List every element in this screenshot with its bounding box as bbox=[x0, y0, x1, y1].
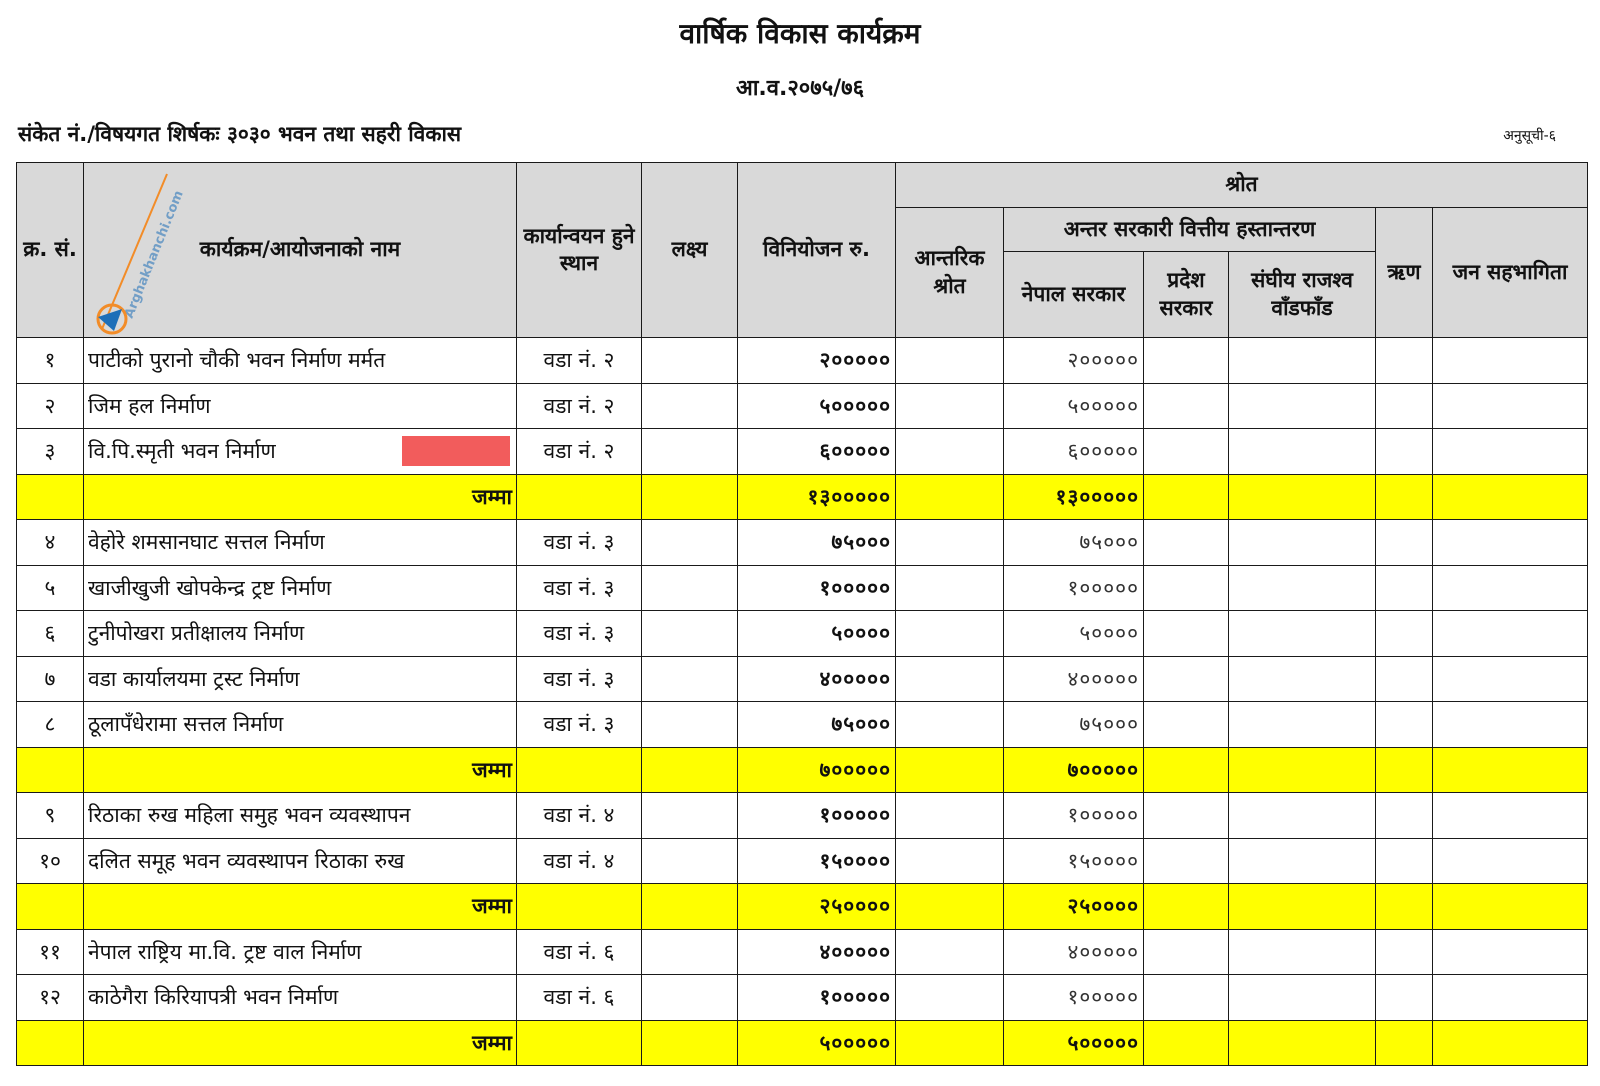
cell-public bbox=[1433, 520, 1588, 566]
cell-location: वडा नं. ६ bbox=[517, 929, 642, 975]
cell-budget: ४००००० bbox=[738, 656, 896, 702]
program-name: काठेगैरा किरियापत्री भवन निर्माण bbox=[88, 985, 339, 1010]
cell-name bbox=[84, 929, 517, 975]
cell-province bbox=[1144, 565, 1229, 611]
program-name: रिठाका रुख महिला समुह भवन व्यवस्थापन bbox=[88, 803, 411, 828]
watermark-logo-icon bbox=[92, 169, 187, 339]
total-row bbox=[17, 474, 1588, 520]
cell-federal bbox=[1229, 656, 1376, 702]
cell-budget: १३००००० bbox=[738, 474, 896, 520]
cell-budget: ७५००० bbox=[738, 520, 896, 566]
code-heading: संकेत नं./विषयगत शिर्षकः ३०३० भवन तथा सहरी विकास bbox=[18, 122, 462, 146]
program-table bbox=[16, 162, 1588, 1066]
cell-province bbox=[1144, 520, 1229, 566]
col-nepal-gov: नेपाल सरकार bbox=[1004, 252, 1144, 338]
cell-province bbox=[1144, 702, 1229, 748]
table-body bbox=[17, 338, 1588, 1066]
cell-province bbox=[1144, 793, 1229, 839]
cell-loan bbox=[1376, 702, 1433, 748]
cell-budget: ५०००० bbox=[738, 611, 896, 657]
cell-public bbox=[1433, 474, 1588, 520]
cell-target bbox=[642, 656, 738, 702]
cell-sn: ८ bbox=[17, 702, 84, 748]
cell-province bbox=[1144, 474, 1229, 520]
cell-sn: ४ bbox=[17, 520, 84, 566]
cell-province bbox=[1144, 338, 1229, 384]
cell-federal bbox=[1229, 565, 1376, 611]
cell-internal bbox=[896, 474, 1004, 520]
table-row bbox=[17, 520, 1588, 566]
cell-budget: ७००००० bbox=[738, 747, 896, 793]
cell-location bbox=[517, 747, 642, 793]
cell-nepal-gov: २५०००० bbox=[1004, 884, 1144, 930]
fiscal-year: आ.व.२०७५/७६ bbox=[735, 76, 865, 101]
cell-budget: १००००० bbox=[738, 565, 896, 611]
cell-target bbox=[642, 975, 738, 1021]
cell-target bbox=[642, 1020, 738, 1066]
table-row bbox=[17, 793, 1588, 839]
cell-federal bbox=[1229, 429, 1376, 475]
cell-sn bbox=[17, 1020, 84, 1066]
cell-province bbox=[1144, 929, 1229, 975]
cell-loan bbox=[1376, 338, 1433, 384]
cell-public bbox=[1433, 611, 1588, 657]
cell-location: वडा नं. ४ bbox=[517, 838, 642, 884]
cell-federal bbox=[1229, 611, 1376, 657]
annex-label: अनुसूची-६ bbox=[1503, 128, 1556, 144]
cell-location: वडा नं. २ bbox=[517, 338, 642, 384]
cell-nepal-gov: ४००००० bbox=[1004, 656, 1144, 702]
cell-location bbox=[517, 474, 642, 520]
cell-sn: २ bbox=[17, 383, 84, 429]
cell-public bbox=[1433, 656, 1588, 702]
cell-budget: १००००० bbox=[738, 793, 896, 839]
cell-sn: ७ bbox=[17, 656, 84, 702]
table-row bbox=[17, 383, 1588, 429]
cell-target bbox=[642, 747, 738, 793]
program-name: वेहोरे शमसानघाट सत्तल निर्माण bbox=[88, 530, 325, 555]
cell-location: वडा नं. ३ bbox=[517, 520, 642, 566]
cell-federal bbox=[1229, 884, 1376, 930]
cell-name bbox=[84, 838, 517, 884]
cell-sn: १० bbox=[17, 838, 84, 884]
cell-loan bbox=[1376, 611, 1433, 657]
program-name: ठूलापँधेरामा सत्तल निर्माण bbox=[88, 712, 284, 737]
cell-loan bbox=[1376, 565, 1433, 611]
cell-internal bbox=[896, 520, 1004, 566]
cell-province bbox=[1144, 838, 1229, 884]
cell-nepal-gov: ६००००० bbox=[1004, 429, 1144, 475]
cell-target bbox=[642, 338, 738, 384]
table-row bbox=[17, 429, 1588, 475]
cell-location: वडा नं. ४ bbox=[517, 793, 642, 839]
cell-federal bbox=[1229, 338, 1376, 384]
cell-province bbox=[1144, 884, 1229, 930]
cell-target bbox=[642, 838, 738, 884]
cell-internal bbox=[896, 838, 1004, 884]
cell-public bbox=[1433, 1020, 1588, 1066]
cell-federal bbox=[1229, 838, 1376, 884]
table-row bbox=[17, 565, 1588, 611]
cell-budget: ६००००० bbox=[738, 429, 896, 475]
cell-loan bbox=[1376, 793, 1433, 839]
cell-nepal-gov: ५००००० bbox=[1004, 383, 1144, 429]
cell-province bbox=[1144, 429, 1229, 475]
cell-name bbox=[84, 565, 517, 611]
cell-province bbox=[1144, 747, 1229, 793]
cell-target bbox=[642, 520, 738, 566]
cell-name bbox=[84, 793, 517, 839]
cell-name bbox=[84, 611, 517, 657]
cell-target bbox=[642, 702, 738, 748]
cell-loan bbox=[1376, 1020, 1433, 1066]
table-row bbox=[17, 656, 1588, 702]
cell-nepal-gov: १५०००० bbox=[1004, 838, 1144, 884]
cell-budget: १५०००० bbox=[738, 838, 896, 884]
cell-budget: २५०००० bbox=[738, 884, 896, 930]
cell-budget: ७५००० bbox=[738, 702, 896, 748]
cell-federal bbox=[1229, 975, 1376, 1021]
cell-target bbox=[642, 429, 738, 475]
cell-nepal-gov: ७००००० bbox=[1004, 747, 1144, 793]
cell-internal bbox=[896, 1020, 1004, 1066]
cell-location: वडा नं. ६ bbox=[517, 975, 642, 1021]
cell-public bbox=[1433, 702, 1588, 748]
col-budget: विनियोजन रु. bbox=[738, 163, 896, 338]
cell-sn: १२ bbox=[17, 975, 84, 1021]
program-name: नेपाल राष्ट्रिय मा.वि. ट्रष्ट वाल निर्माण bbox=[88, 939, 362, 964]
program-name: टुनीपोखरा प्रतीक्षालय निर्माण bbox=[88, 621, 305, 646]
cell-target bbox=[642, 383, 738, 429]
cell-location: वडा नं. ३ bbox=[517, 611, 642, 657]
cell-internal bbox=[896, 747, 1004, 793]
col-source: श्रोत bbox=[896, 163, 1588, 208]
total-label: जम्मा bbox=[84, 884, 517, 930]
cell-nepal-gov: ५०००० bbox=[1004, 611, 1144, 657]
cell-nepal-gov: १००००० bbox=[1004, 793, 1144, 839]
cell-sn bbox=[17, 474, 84, 520]
cell-federal bbox=[1229, 1020, 1376, 1066]
cell-internal bbox=[896, 793, 1004, 839]
cell-target bbox=[642, 793, 738, 839]
table-row bbox=[17, 611, 1588, 657]
cell-internal bbox=[896, 656, 1004, 702]
cell-province bbox=[1144, 1020, 1229, 1066]
cell-name bbox=[84, 520, 517, 566]
program-name: खाजीखुजी खोपकेन्द्र ट्रष्ट निर्माण bbox=[88, 575, 332, 600]
cell-internal bbox=[896, 975, 1004, 1021]
cell-province bbox=[1144, 383, 1229, 429]
cell-sn: ९ bbox=[17, 793, 84, 839]
cell-budget: ५००००० bbox=[738, 383, 896, 429]
col-federal-revenue: संघीय राजश्व वाँडफाँड bbox=[1229, 252, 1376, 338]
col-public: जन सहभागिता bbox=[1433, 208, 1588, 338]
cell-loan bbox=[1376, 474, 1433, 520]
cell-public bbox=[1433, 383, 1588, 429]
cell-sn bbox=[17, 747, 84, 793]
cell-internal bbox=[896, 702, 1004, 748]
cell-federal bbox=[1229, 793, 1376, 839]
total-row bbox=[17, 1020, 1588, 1066]
cell-loan bbox=[1376, 975, 1433, 1021]
cell-budget: १००००० bbox=[738, 975, 896, 1021]
total-label: जम्मा bbox=[84, 1020, 517, 1066]
cell-budget: ५००००० bbox=[738, 1020, 896, 1066]
program-name: दलित समूह भवन व्यवस्थापन रिठाका रुख bbox=[88, 848, 405, 873]
cell-target bbox=[642, 474, 738, 520]
table-row bbox=[17, 338, 1588, 384]
cell-federal bbox=[1229, 747, 1376, 793]
cell-federal bbox=[1229, 383, 1376, 429]
cell-nepal-gov: ४००००० bbox=[1004, 929, 1144, 975]
col-location: कार्यान्वयन हुने स्थान bbox=[517, 163, 642, 338]
table-row bbox=[17, 838, 1588, 884]
cell-loan bbox=[1376, 884, 1433, 930]
cell-public bbox=[1433, 975, 1588, 1021]
total-label: जम्मा bbox=[84, 747, 517, 793]
cell-internal bbox=[896, 929, 1004, 975]
cell-province bbox=[1144, 611, 1229, 657]
watermark-text: Arghakhanchi.com bbox=[121, 188, 187, 321]
cell-target bbox=[642, 884, 738, 930]
table-row bbox=[17, 975, 1588, 1021]
cell-name bbox=[84, 429, 517, 475]
col-intergov: अन्तर सरकारी वित्तीय हस्तान्तरण bbox=[1004, 208, 1376, 252]
col-name bbox=[84, 163, 517, 338]
total-row bbox=[17, 884, 1588, 930]
cell-loan bbox=[1376, 429, 1433, 475]
cell-nepal-gov: ७५००० bbox=[1004, 702, 1144, 748]
cell-public bbox=[1433, 565, 1588, 611]
col-target: लक्ष्य bbox=[642, 163, 738, 338]
cell-nepal-gov: ७५००० bbox=[1004, 520, 1144, 566]
cell-public bbox=[1433, 929, 1588, 975]
cell-loan bbox=[1376, 383, 1433, 429]
cell-public bbox=[1433, 747, 1588, 793]
cell-internal bbox=[896, 565, 1004, 611]
col-name-label: कार्यक्रम/आयोजनाको नाम bbox=[199, 237, 401, 262]
cell-nepal-gov: २००००० bbox=[1004, 338, 1144, 384]
table-row bbox=[17, 929, 1588, 975]
cell-federal bbox=[1229, 929, 1376, 975]
program-name: वडा कार्यालयमा ट्रस्ट निर्माण bbox=[88, 666, 300, 691]
cell-name bbox=[84, 702, 517, 748]
cell-public bbox=[1433, 338, 1588, 384]
cell-federal bbox=[1229, 520, 1376, 566]
cell-internal bbox=[896, 611, 1004, 657]
cell-province bbox=[1144, 975, 1229, 1021]
cell-public bbox=[1433, 838, 1588, 884]
cell-target bbox=[642, 929, 738, 975]
cell-internal bbox=[896, 884, 1004, 930]
cell-nepal-gov: १००००० bbox=[1004, 565, 1144, 611]
table-row bbox=[17, 702, 1588, 748]
cell-public bbox=[1433, 793, 1588, 839]
cell-location: वडा नं. २ bbox=[517, 429, 642, 475]
cell-sn: ६ bbox=[17, 611, 84, 657]
cell-province bbox=[1144, 656, 1229, 702]
cell-target bbox=[642, 565, 738, 611]
col-sn: क्र. सं. bbox=[17, 163, 84, 338]
cell-nepal-gov: ५००००० bbox=[1004, 1020, 1144, 1066]
cell-location: वडा नं. ३ bbox=[517, 565, 642, 611]
cell-location: वडा नं. २ bbox=[517, 383, 642, 429]
redaction-mark bbox=[402, 436, 510, 466]
cell-federal bbox=[1229, 474, 1376, 520]
program-name: वि.पि.स्मृती भवन निर्माण bbox=[88, 439, 276, 464]
cell-internal bbox=[896, 429, 1004, 475]
cell-sn: ३ bbox=[17, 429, 84, 475]
total-row bbox=[17, 747, 1588, 793]
cell-public bbox=[1433, 884, 1588, 930]
col-loan: ऋण bbox=[1376, 208, 1433, 338]
cell-budget: २००००० bbox=[738, 338, 896, 384]
col-internal: आन्तरिक श्रोत bbox=[896, 208, 1004, 338]
cell-loan bbox=[1376, 838, 1433, 884]
cell-public bbox=[1433, 429, 1588, 475]
program-name: जिम हल निर्माण bbox=[88, 393, 211, 418]
cell-loan bbox=[1376, 656, 1433, 702]
program-name: पाटीको पुरानो चौकी भवन निर्माण मर्मत bbox=[88, 348, 386, 373]
cell-loan bbox=[1376, 520, 1433, 566]
cell-location: वडा नं. ३ bbox=[517, 702, 642, 748]
cell-location: वडा नं. ३ bbox=[517, 656, 642, 702]
cell-loan bbox=[1376, 747, 1433, 793]
cell-target bbox=[642, 611, 738, 657]
total-label: जम्मा bbox=[84, 474, 517, 520]
cell-sn: ११ bbox=[17, 929, 84, 975]
cell-internal bbox=[896, 383, 1004, 429]
cell-budget: ४००००० bbox=[738, 929, 896, 975]
cell-sn bbox=[17, 884, 84, 930]
cell-name bbox=[84, 975, 517, 1021]
cell-internal bbox=[896, 338, 1004, 384]
cell-nepal-gov: १३००००० bbox=[1004, 474, 1144, 520]
cell-name bbox=[84, 656, 517, 702]
cell-location bbox=[517, 884, 642, 930]
cell-name bbox=[84, 383, 517, 429]
cell-sn: १ bbox=[17, 338, 84, 384]
cell-location bbox=[517, 1020, 642, 1066]
cell-sn: ५ bbox=[17, 565, 84, 611]
col-province-gov: प्रदेश सरकार bbox=[1144, 252, 1229, 338]
cell-nepal-gov: १००००० bbox=[1004, 975, 1144, 1021]
document-title: वार्षिक विकास कार्यक्रम bbox=[679, 17, 921, 50]
cell-name bbox=[84, 338, 517, 384]
cell-loan bbox=[1376, 929, 1433, 975]
cell-federal bbox=[1229, 702, 1376, 748]
